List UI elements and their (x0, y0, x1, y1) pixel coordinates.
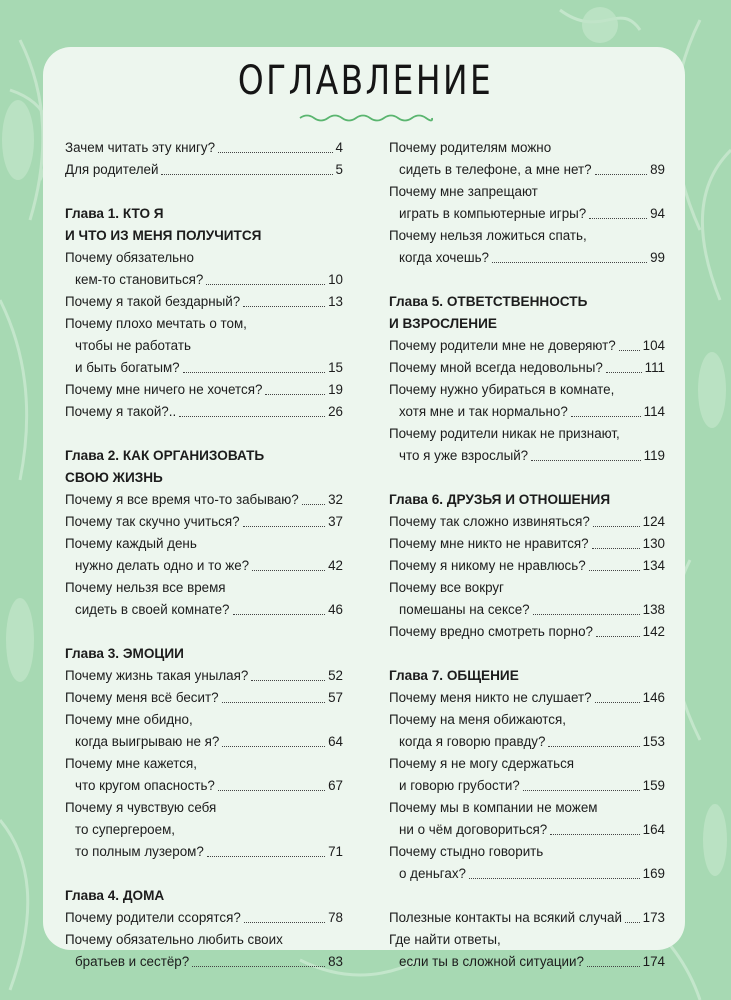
entry-title: Почему мне никто не нравится? (389, 536, 589, 551)
page-number: 174 (642, 954, 665, 969)
entry-title: Почему нужно убираться в комнате, (389, 382, 615, 397)
entry-title: Почему я все время что-то забываю? (65, 492, 299, 507)
toc-entry-line (389, 929, 665, 951)
toc-entry[interactable] (65, 357, 343, 379)
entry-title: и быть богатым? (75, 360, 180, 375)
chapter-heading: И ЧТО ИЗ МЕНЯ ПОЛУЧИТСЯ (65, 228, 262, 243)
toc-entry[interactable] (389, 335, 665, 357)
toc-entry-line (65, 929, 343, 951)
toc-entry-line (389, 577, 665, 599)
dot-leader (595, 702, 640, 703)
entry-title: помешаны на сексе? (399, 602, 530, 617)
section-spacer (65, 863, 343, 885)
entry-title: Почему мне кажется, (65, 756, 197, 771)
toc-entry[interactable] (65, 599, 343, 621)
toc-entry[interactable] (65, 841, 343, 863)
toc-entry[interactable] (389, 599, 665, 621)
toc-column-right (389, 137, 665, 973)
page-number: 78 (328, 910, 343, 925)
page-number: 46 (328, 602, 343, 617)
toc-entry-line (389, 181, 665, 203)
entry-title: Почему я такой бездарный? (65, 294, 241, 309)
dot-leader (244, 922, 325, 923)
entry-title: чтобы не работать (75, 338, 191, 353)
page-number: 89 (650, 162, 665, 177)
toc-entry[interactable] (389, 687, 665, 709)
page-number: 83 (328, 954, 343, 969)
toc-entry-line (65, 313, 343, 335)
entry-title: братьев и сестёр? (75, 954, 190, 969)
dot-leader (596, 636, 640, 637)
entry-title: Полезные контакты на всякий случай (389, 910, 622, 925)
chapter-heading: И ВЗРОСЛЕНИЕ (389, 316, 497, 331)
page-number: 111 (644, 360, 665, 375)
page-number: 13 (328, 294, 343, 309)
toc-entry-line (65, 533, 343, 555)
entry-title: Почему мной всегда недовольны? (389, 360, 603, 375)
page-number: 32 (328, 492, 343, 507)
entry-title: о деньгах? (399, 866, 466, 881)
dot-leader (589, 570, 640, 571)
toc-entry[interactable] (389, 907, 665, 929)
entry-title: Почему так скучно учиться? (65, 514, 240, 529)
chapter-heading: Глава 2. КАК ОРГАНИЗОВАТЬ (65, 448, 265, 463)
page-number: 19 (328, 382, 343, 397)
toc-entry[interactable] (65, 269, 343, 291)
entry-title: Почему так сложно извиняться? (389, 514, 590, 529)
entry-title: Для родителей (65, 162, 159, 177)
toc-entry-line (65, 797, 343, 819)
entry-title: Почему родители никак не признают, (389, 426, 620, 441)
toc-entry[interactable] (389, 731, 665, 753)
entry-title: Почему мне обидно, (65, 712, 193, 727)
page-number: 173 (642, 910, 665, 925)
toc-entry[interactable] (389, 863, 665, 885)
dot-leader (179, 416, 325, 417)
toc-entry[interactable] (65, 687, 343, 709)
entry-title: Почему обязательно любить своих (65, 932, 283, 947)
dot-leader (606, 372, 642, 373)
toc-entry-line (389, 137, 665, 159)
toc-entry-line (389, 379, 665, 401)
dot-leader (531, 460, 641, 461)
dot-leader (548, 746, 639, 747)
page-number: 26 (328, 404, 343, 419)
toc-entry-line (389, 753, 665, 775)
page-number: 169 (642, 866, 665, 881)
dot-leader (589, 218, 647, 219)
entry-title: когда я говорю правду? (399, 734, 546, 749)
page-number: 37 (328, 514, 343, 529)
entry-title: нужно делать одно и то же? (75, 558, 250, 573)
section-spacer (65, 181, 343, 203)
dot-leader (593, 526, 640, 527)
entry-title: то полным лузером? (75, 844, 204, 859)
toc-entry[interactable] (389, 775, 665, 797)
dot-leader (595, 174, 648, 175)
toc-entry[interactable] (65, 731, 343, 753)
page-number: 64 (328, 734, 343, 749)
entry-title: Почему мне запрещают (389, 184, 538, 199)
entry-title: Почему я не могу сдержаться (389, 756, 575, 771)
dot-leader (233, 614, 326, 615)
toc-entry-line (65, 753, 343, 775)
page-title: ОГЛАВЛЕНИЕ (237, 58, 494, 104)
page-number: 114 (643, 404, 665, 419)
entry-title: Почему я никому не нравлюсь? (389, 558, 586, 573)
entry-title: Почему плохо мечтать о том, (65, 316, 247, 331)
entry-title: и говорю грубости? (399, 778, 520, 793)
toc-entry[interactable] (65, 489, 343, 511)
dot-leader (243, 526, 326, 527)
entry-title: Почему родителям можно (389, 140, 552, 155)
entry-title: Почему мы в компании не можем (389, 800, 598, 815)
toc-entry[interactable] (389, 511, 665, 533)
page-number: 42 (328, 558, 343, 573)
page-number: 138 (642, 602, 665, 617)
chapter-heading: Глава 7. ОБЩЕНИЕ (389, 668, 519, 683)
chapter-heading: Глава 3. ЭМОЦИИ (65, 646, 184, 661)
entry-title: Почему каждый день (65, 536, 197, 551)
page-number: 153 (642, 734, 665, 749)
toc-entry-line (65, 819, 343, 841)
page-number: 4 (335, 140, 343, 155)
entry-title: когда выигрываю не я? (75, 734, 220, 749)
toc-entry[interactable] (65, 291, 343, 313)
chapter-heading: Глава 1. КТО Я (65, 206, 164, 221)
dot-leader (243, 306, 325, 307)
entry-title: Почему обязательно (65, 250, 194, 265)
dot-leader (550, 834, 639, 835)
entry-title: что кругом опасность? (75, 778, 215, 793)
page-number: 104 (642, 338, 665, 353)
entry-title: Почему нельзя ложиться спать, (389, 228, 587, 243)
entry-title: Почему родители мне не доверяют? (389, 338, 616, 353)
entry-title: Почему все вокруг (389, 580, 504, 595)
toc-entry-line (389, 225, 665, 247)
dot-leader (592, 548, 640, 549)
chapter-heading: Глава 5. ОТВЕТСТВЕННОСТЬ (389, 294, 588, 309)
toc-entry[interactable] (389, 555, 665, 577)
toc-entry[interactable] (65, 511, 343, 533)
toc-entry-line (389, 423, 665, 445)
toc-entry[interactable] (65, 379, 343, 401)
entry-title: Почему на меня обижаются, (389, 712, 566, 727)
entry-title: то супергероем, (75, 822, 175, 837)
entry-title: Почему мне ничего не хочется? (65, 382, 263, 397)
dot-leader (533, 614, 640, 615)
dot-leader (619, 350, 640, 351)
toc-entry-line (65, 709, 343, 731)
entry-title: сидеть в телефоне, а мне нет? (399, 162, 592, 177)
entry-title: играть в компьютерные игры? (399, 206, 587, 221)
toc-entry[interactable] (65, 159, 343, 181)
toc-entry[interactable] (389, 203, 665, 225)
page-number: 159 (642, 778, 665, 793)
toc-entry[interactable] (65, 775, 343, 797)
dot-leader (587, 966, 640, 967)
section-spacer (389, 643, 665, 665)
entry-title: Почему я такой?.. (65, 404, 177, 419)
toc-entry-line (389, 709, 665, 731)
dot-leader (302, 504, 325, 505)
section-spacer (65, 621, 343, 643)
entry-title: Почему стыдно говорить (389, 844, 544, 859)
toc-entry[interactable] (389, 445, 665, 467)
page-number: 71 (328, 844, 343, 859)
entry-title: сидеть в своей комнате? (75, 602, 230, 617)
section-spacer (389, 269, 665, 291)
toc-entry[interactable] (389, 357, 665, 379)
toc-entry-line (65, 577, 343, 599)
entry-title: Почему я чувствую себя (65, 800, 217, 815)
dot-leader (218, 152, 333, 153)
chapter-heading: СВОЮ ЖИЗНЬ (65, 470, 163, 485)
dot-leader (183, 372, 325, 373)
entry-title: Почему жизнь такая унылая? (65, 668, 249, 683)
page-number: 94 (650, 206, 665, 221)
toc-entry[interactable] (389, 159, 665, 181)
toc-entry[interactable] (65, 907, 343, 929)
dot-leader (192, 966, 325, 967)
entry-title: ни о чём договориться? (399, 822, 548, 837)
wave-divider (298, 113, 434, 123)
toc-entry-line (389, 841, 665, 863)
page-number: 15 (328, 360, 343, 375)
page-number: 164 (642, 822, 665, 837)
toc-entry[interactable] (389, 951, 665, 973)
dot-leader (206, 284, 325, 285)
toc-entry[interactable] (65, 665, 343, 687)
dot-leader (571, 416, 641, 417)
dot-leader (492, 262, 647, 263)
dot-leader (252, 570, 325, 571)
page-number: 124 (642, 514, 665, 529)
toc-entry[interactable] (65, 401, 343, 423)
toc-entry-line (65, 247, 343, 269)
toc-entry[interactable] (65, 951, 343, 973)
entry-title: если ты в сложной ситуации? (399, 954, 584, 969)
toc-entry[interactable] (389, 247, 665, 269)
dot-leader (218, 790, 325, 791)
section-spacer (389, 885, 665, 907)
entry-title: что я уже взрослый? (399, 448, 529, 463)
entry-title: когда хочешь? (399, 250, 490, 265)
dot-leader (469, 878, 640, 879)
dot-leader (251, 680, 325, 681)
page-number: 10 (328, 272, 343, 287)
entry-title: хотя мне и так нормально? (399, 404, 568, 419)
page-number: 5 (335, 162, 343, 177)
page-number: 146 (642, 690, 665, 705)
toc-entry[interactable] (389, 401, 665, 423)
dot-leader (523, 790, 640, 791)
page-number: 52 (328, 668, 343, 683)
toc-entry[interactable] (389, 621, 665, 643)
dot-leader (222, 746, 325, 747)
dot-leader (265, 394, 325, 395)
page-number: 57 (328, 690, 343, 705)
entry-title: кем-то становиться? (75, 272, 204, 287)
section-spacer (65, 423, 343, 445)
dot-leader (222, 702, 326, 703)
entry-title: Зачем читать эту книгу? (65, 140, 216, 155)
toc-column-left (65, 137, 343, 973)
entry-title: Почему вредно смотреть порно? (389, 624, 593, 639)
toc-entry-line (65, 335, 343, 357)
entry-title: Почему родители ссорятся? (65, 910, 241, 925)
page-number: 134 (642, 558, 665, 573)
toc-entry[interactable] (389, 819, 665, 841)
page-number: 130 (642, 536, 665, 551)
section-spacer (389, 467, 665, 489)
chapter-heading: Глава 6. ДРУЗЬЯ И ОТНОШЕНИЯ (389, 492, 611, 507)
toc-entry-line (389, 797, 665, 819)
toc-entry[interactable] (65, 137, 343, 159)
entry-title: Почему меня всё бесит? (65, 690, 219, 705)
toc-entry[interactable] (389, 533, 665, 555)
entry-title: Почему нельзя все время (65, 580, 226, 595)
dot-leader (161, 174, 332, 175)
dot-leader (207, 856, 325, 857)
chapter-heading: Глава 4. ДОМА (65, 888, 165, 903)
page-number: 67 (328, 778, 343, 793)
toc-entry[interactable] (65, 555, 343, 577)
page-number: 142 (642, 624, 665, 639)
page-number: 99 (650, 250, 665, 265)
entry-title: Где найти ответы, (389, 932, 501, 947)
entry-title: Почему меня никто не слушает? (389, 690, 592, 705)
page-number: 119 (643, 448, 665, 463)
dot-leader (625, 922, 640, 923)
